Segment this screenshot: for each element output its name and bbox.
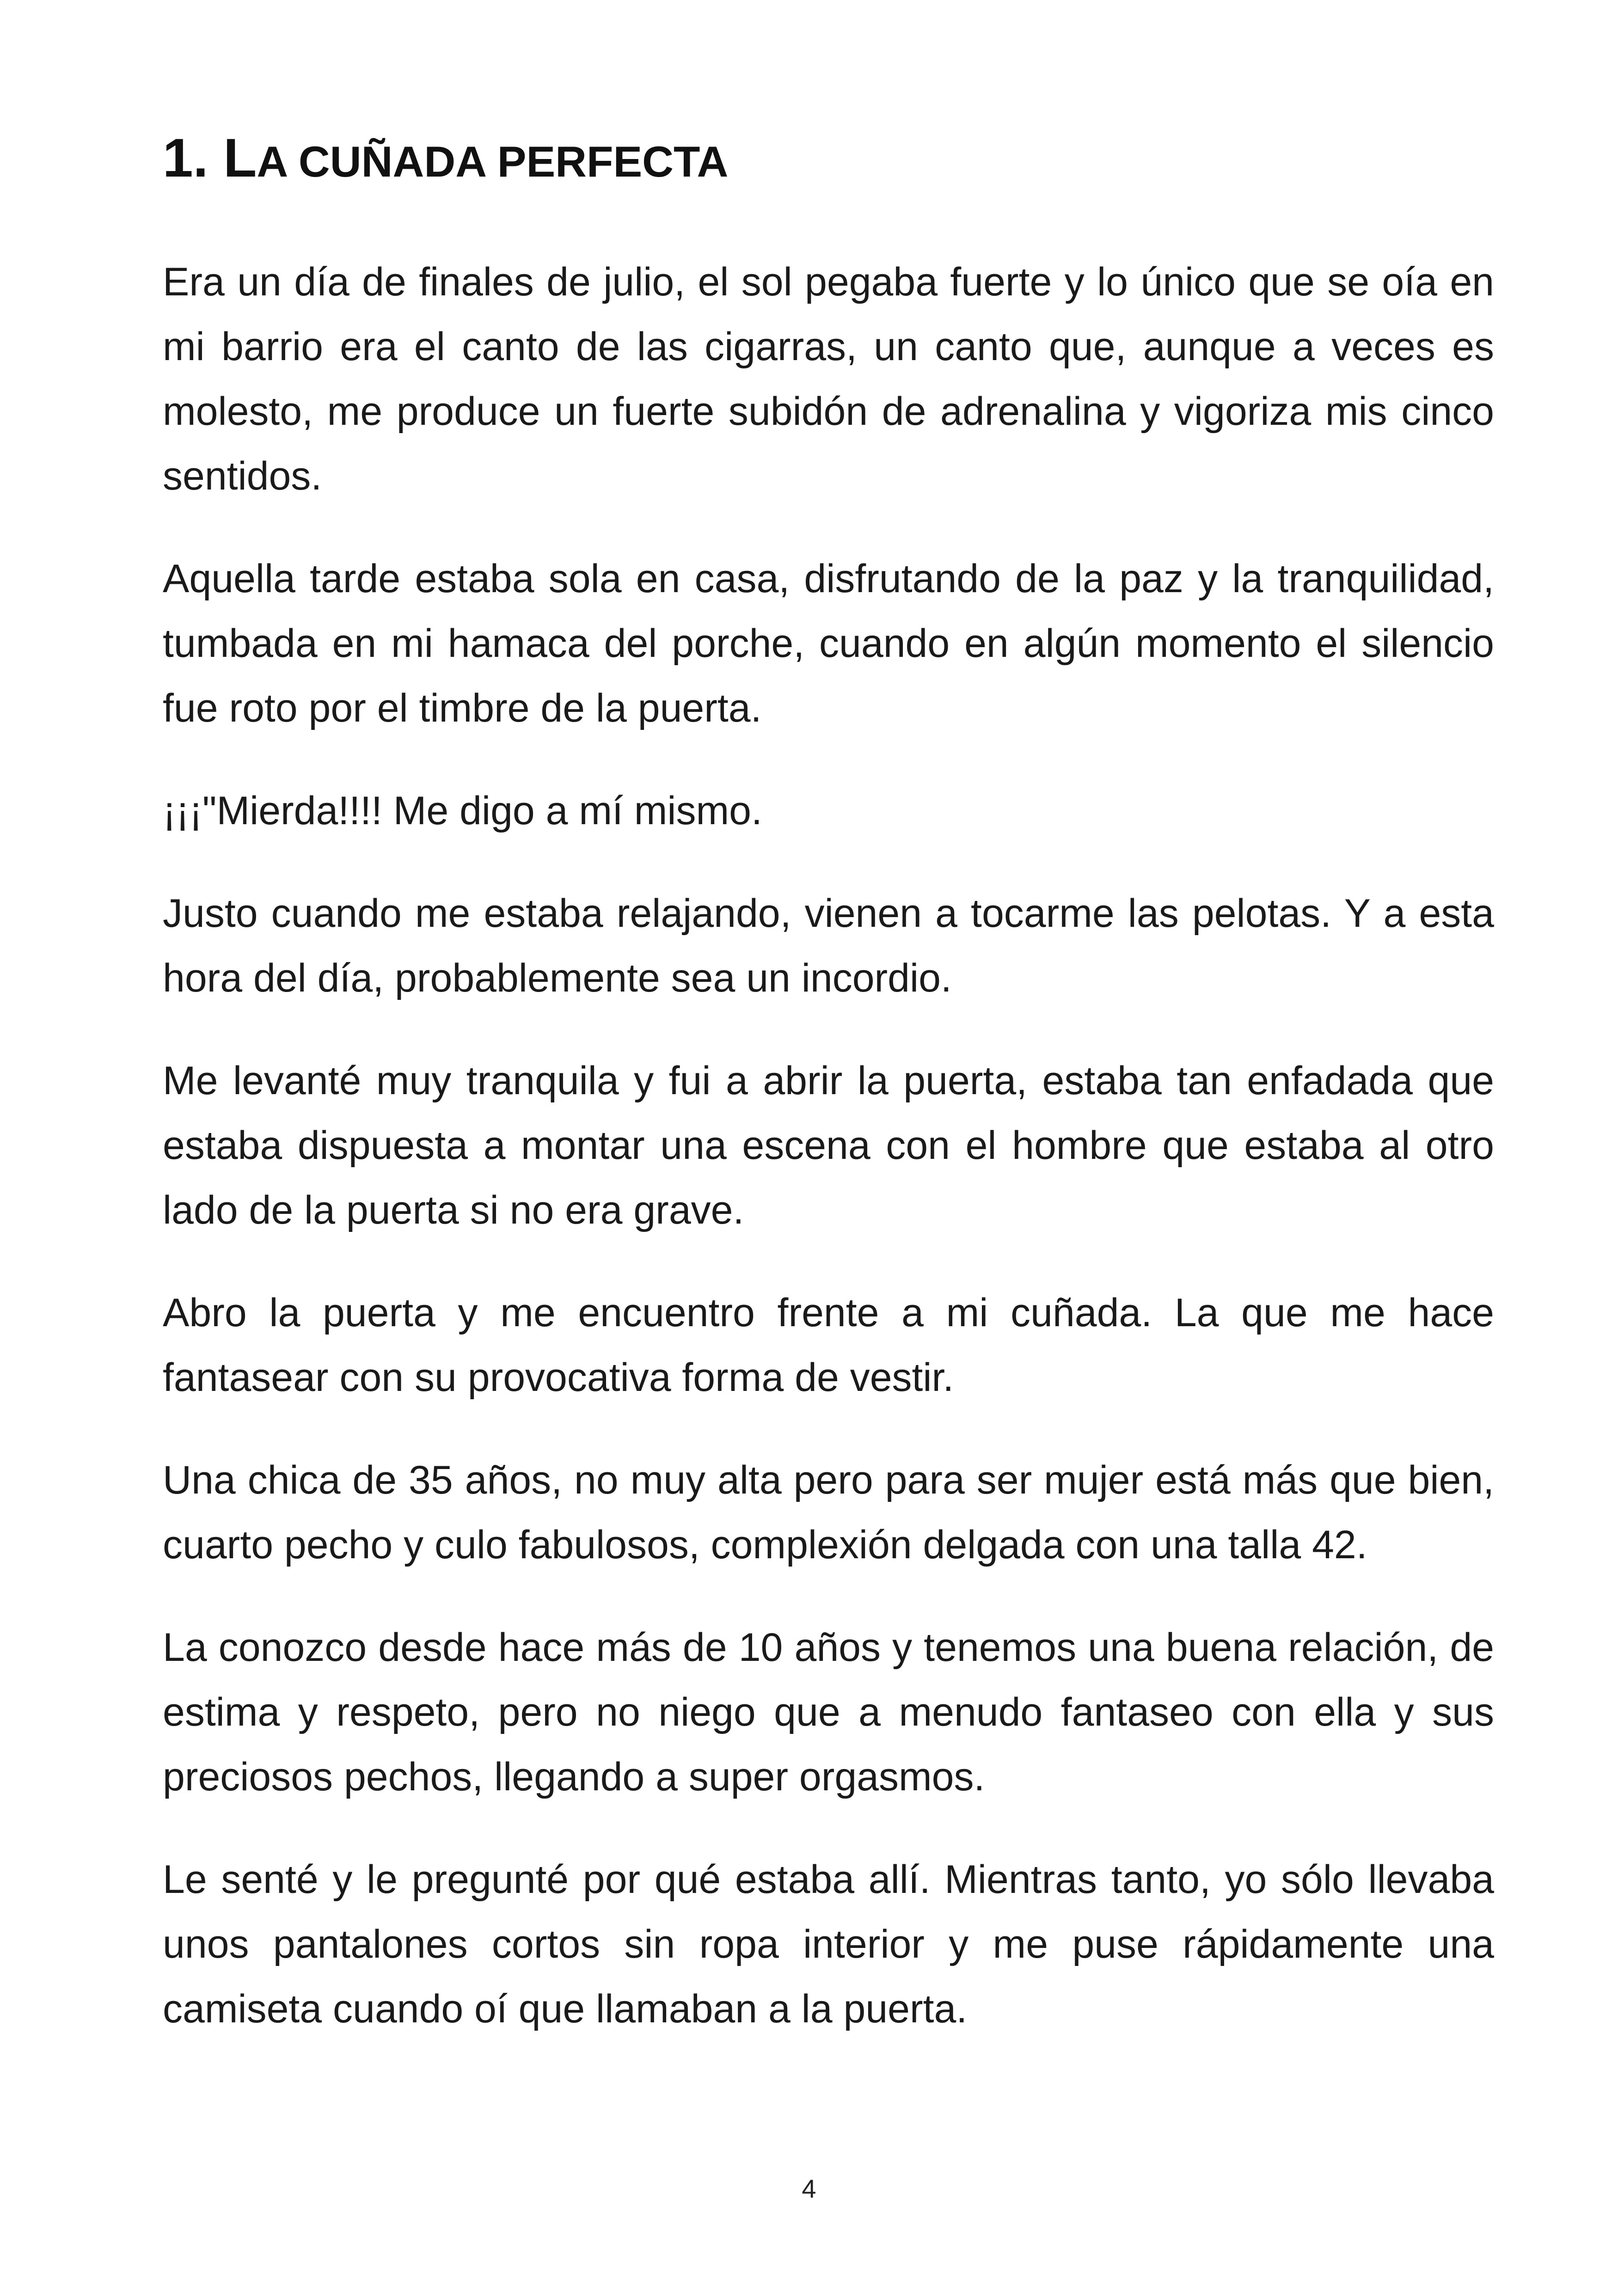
paragraph: Le senté y le pregunté por qué estaba allí. Mientras tanto, yo sólo llevaba unos pantalones cortos sin ropa interior y me puse rápidamente una camiseta cuando oí que llamaban a la puerta.	[163, 1857, 1494, 2031]
paragraph: Me levanté muy tranquila y fui a abrir la puerta, estaba tan enfadada que estaba dispuesta a montar una escena con el hombre que estaba al otro lado de la puerta si no era grave.	[163, 1059, 1494, 1232]
paragraph: Justo cuando me estaba relajando, vienen a tocarme las pelotas. Y a esta hora del día, probablemente sea un incordio.	[163, 891, 1494, 1000]
paragraph: Era un día de finales de julio, el sol pegaba fuerte y lo único que se oía en mi barrio era el canto de las cigarras, un canto que, aunque a veces es molesto, me produce un fuerte subidón de adrenalina y vigoriza mis cinco sentidos.	[163, 260, 1494, 498]
paragraph: Aquella tarde estaba sola en casa, disfrutando de la paz y la tranquilidad, tumbada en mi hamaca del porche, cuando en algún momento el silencio fue roto por el timbre de la puerta.	[163, 557, 1494, 730]
chapter-body	[163, 250, 1494, 2079]
chapter-title-rest: A CUÑADA PERFECTA	[257, 137, 729, 186]
paragraph: Abro la puerta y me encuentro frente a mi cuñada. La que me hace fantasear con su provocativa forma de vestir.	[163, 1291, 1494, 1400]
chapter-number: 1.	[163, 128, 208, 189]
chapter-title	[163, 121, 728, 199]
paragraph: La conozco desde hace más de 10 años y tenemos una buena relación, de estima y respeto, pero no niego que a menudo fantaseo con ella y sus preciosos pechos, llegando a super orgasmos.	[163, 1625, 1494, 1799]
chapter-title-initial: L	[223, 128, 257, 189]
paragraph: ¡¡¡"Mierda!!!! Me digo a mí mismo.	[163, 789, 762, 833]
paragraph: Una chica de 35 años, no muy alta pero para ser mujer está más que bien, cuarto pecho y culo fabulosos, complexión delgada con una talla 42.	[163, 1458, 1494, 1567]
page-number: 4	[802, 2174, 816, 2203]
